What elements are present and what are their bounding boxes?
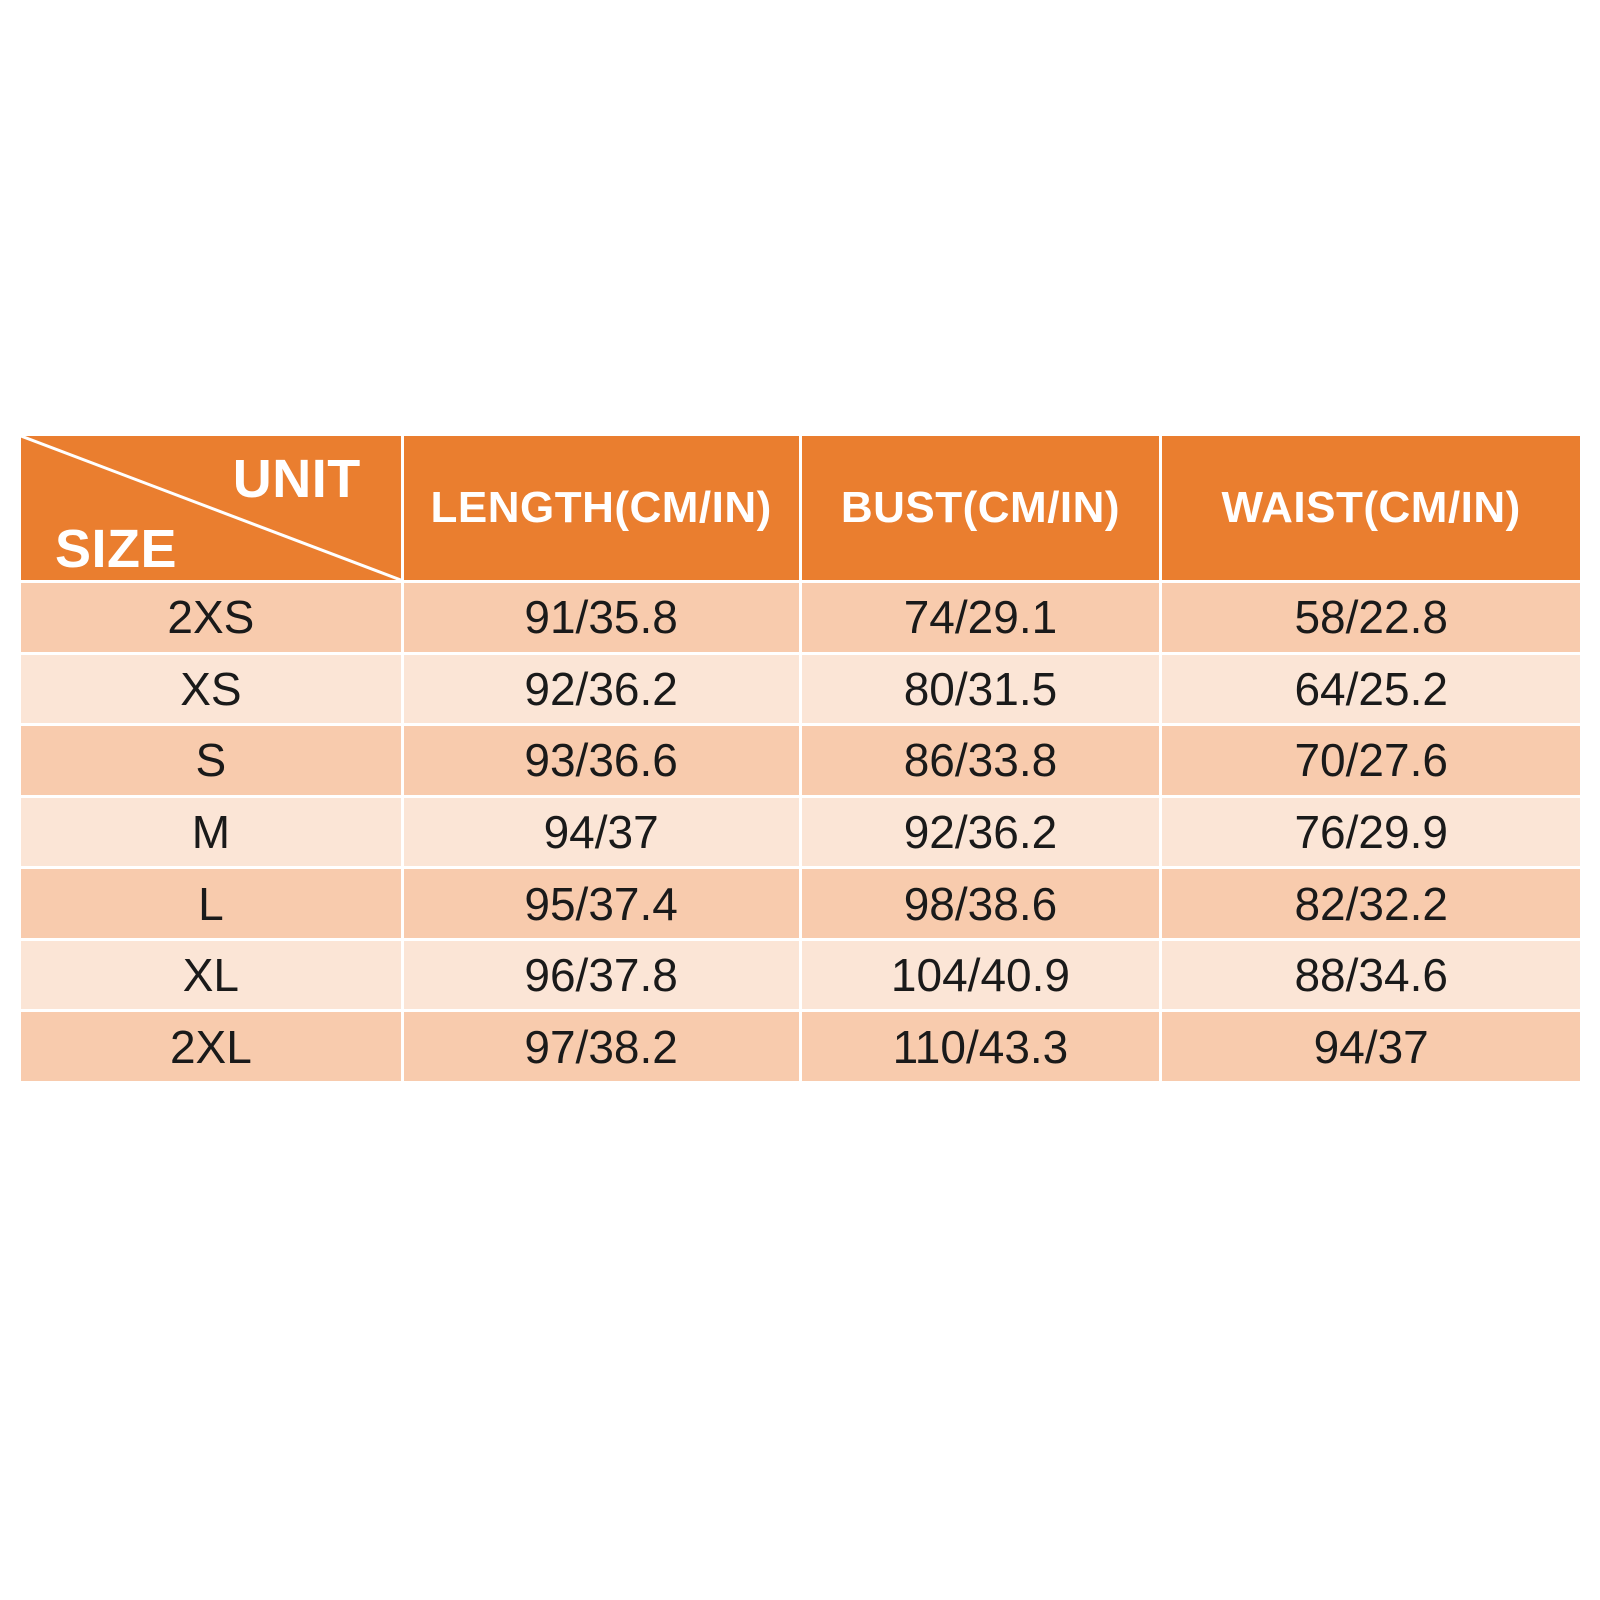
length-cell-2xs: 91/35.8 bbox=[404, 583, 799, 652]
column-header-length: LENGTH(CM/IN) bbox=[404, 436, 799, 580]
size-cell-m: M bbox=[21, 798, 401, 867]
bust-cell-2xs: 74/29.1 bbox=[802, 583, 1160, 652]
waist-cell-m: 76/29.9 bbox=[1162, 798, 1580, 867]
size-cell-2xs: 2XS bbox=[21, 583, 401, 652]
waist-cell-s: 70/27.6 bbox=[1162, 726, 1580, 795]
bust-cell-l: 98/38.6 bbox=[802, 869, 1160, 938]
corner-header-cell bbox=[21, 436, 401, 580]
column-header-bust: BUST(CM/IN) bbox=[802, 436, 1160, 580]
length-cell-2xl: 97/38.2 bbox=[404, 1012, 799, 1081]
corner-unit-label: UNIT bbox=[232, 449, 361, 509]
waist-cell-2xs: 58/22.8 bbox=[1162, 583, 1580, 652]
size-chart-table bbox=[21, 436, 1580, 1081]
corner-size-label: SIZE bbox=[55, 519, 178, 579]
bust-cell-xs: 80/31.5 bbox=[802, 655, 1160, 724]
waist-cell-xl: 88/34.6 bbox=[1162, 941, 1580, 1010]
length-cell-s: 93/36.6 bbox=[404, 726, 799, 795]
column-header-waist: WAIST(CM/IN) bbox=[1162, 436, 1580, 580]
length-cell-xl: 96/37.8 bbox=[404, 941, 799, 1010]
waist-cell-2xl: 94/37 bbox=[1162, 1012, 1580, 1081]
size-cell-l: L bbox=[21, 869, 401, 938]
bust-cell-m: 92/36.2 bbox=[802, 798, 1160, 867]
waist-cell-xs: 64/25.2 bbox=[1162, 655, 1580, 724]
size-cell-s: S bbox=[21, 726, 401, 795]
bust-cell-2xl: 110/43.3 bbox=[802, 1012, 1160, 1081]
waist-cell-l: 82/32.2 bbox=[1162, 869, 1580, 938]
bust-cell-s: 86/33.8 bbox=[802, 726, 1160, 795]
length-cell-l: 95/37.4 bbox=[404, 869, 799, 938]
length-cell-m: 94/37 bbox=[404, 798, 799, 867]
length-cell-xs: 92/36.2 bbox=[404, 655, 799, 724]
bust-cell-xl: 104/40.9 bbox=[802, 941, 1160, 1010]
size-cell-xs: XS bbox=[21, 655, 401, 724]
size-cell-xl: XL bbox=[21, 941, 401, 1010]
size-cell-2xl: 2XL bbox=[21, 1012, 401, 1081]
